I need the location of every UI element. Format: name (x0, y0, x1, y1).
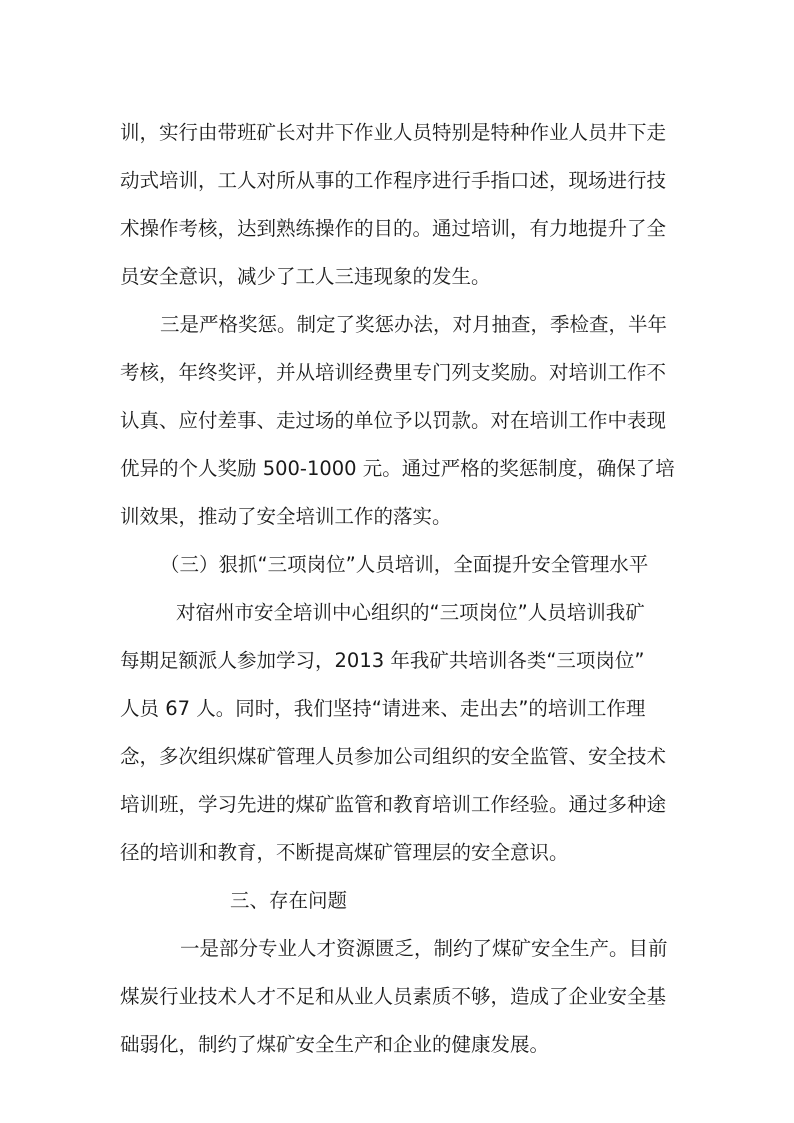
paragraph-3-line-4: 念，多次组织煤矿管理人员参加公司组织的安全监管、安全技术 (120, 745, 667, 768)
paragraph-2-line-3: 认真、应付差事、走过场的单位予以罚款。对在培训工作中表现 (120, 409, 667, 432)
paragraph-3-line-6: 径的培训和教育，不断提高煤矿管理层的安全意识。 (120, 841, 569, 864)
paragraph-2-line-1: 三是严格奖惩。制定了奖惩办法，对月抽查，季检查，半年 (160, 313, 668, 336)
paragraph-4-line-3: 础弱化，制约了煤矿安全生产和企业的健康发展。 (120, 1033, 550, 1056)
paragraph-1-line-1: 训，实行由带班矿长对井下作业人员特别是特种作业人员井下走 (120, 121, 667, 144)
paragraph-1-line-4: 员安全意识，减少了工人三违现象的发生。 (120, 265, 491, 288)
paragraph-1-line-3: 术操作考核，达到熟练操作的目的。通过培训，有力地提升了全 (120, 217, 667, 240)
section-heading: 三、存在问题 (230, 889, 348, 912)
paragraph-3-line-2: 每期足额派人参加学习，2013 年我矿共培训各类“三项岗位” (120, 649, 645, 672)
paragraph-3-line-3: 人员 67 人。同时，我们坚持“请进来、走出去”的培训工作理 (120, 697, 646, 720)
paragraph-3-line-1: 对宿州市安全培训中心组织的“三项岗位”人员培训我矿 (176, 601, 645, 624)
paragraph-2-line-5: 训效果，推动了安全培训工作的落实。 (120, 505, 452, 528)
subsection-heading-3: （三）狠抓“三项岗位”人员培训，全面提升安全管理水平 (160, 553, 649, 576)
paragraph-4-line-1: 一是部分专业人才资源匮乏，制约了煤矿安全生产。目前 (180, 937, 668, 960)
paragraph-2-line-4: 优异的个人奖励 500-1000 元。通过严格的奖惩制度，确保了培 (120, 457, 675, 480)
paragraph-1-line-2: 动式培训，工人对所从事的工作程序进行手指口述，现场进行技 (120, 169, 667, 192)
paragraph-3-line-5: 培训班，学习先进的煤矿监管和教育培训工作经验。通过多种途 (120, 793, 667, 816)
paragraph-4-line-2: 煤炭行业技术人才不足和从业人员素质不够，造成了企业安全基 (120, 985, 667, 1008)
paragraph-2-line-2: 考核，年终奖评，并从培训经费里专门列支奖励。对培训工作不 (120, 361, 667, 384)
